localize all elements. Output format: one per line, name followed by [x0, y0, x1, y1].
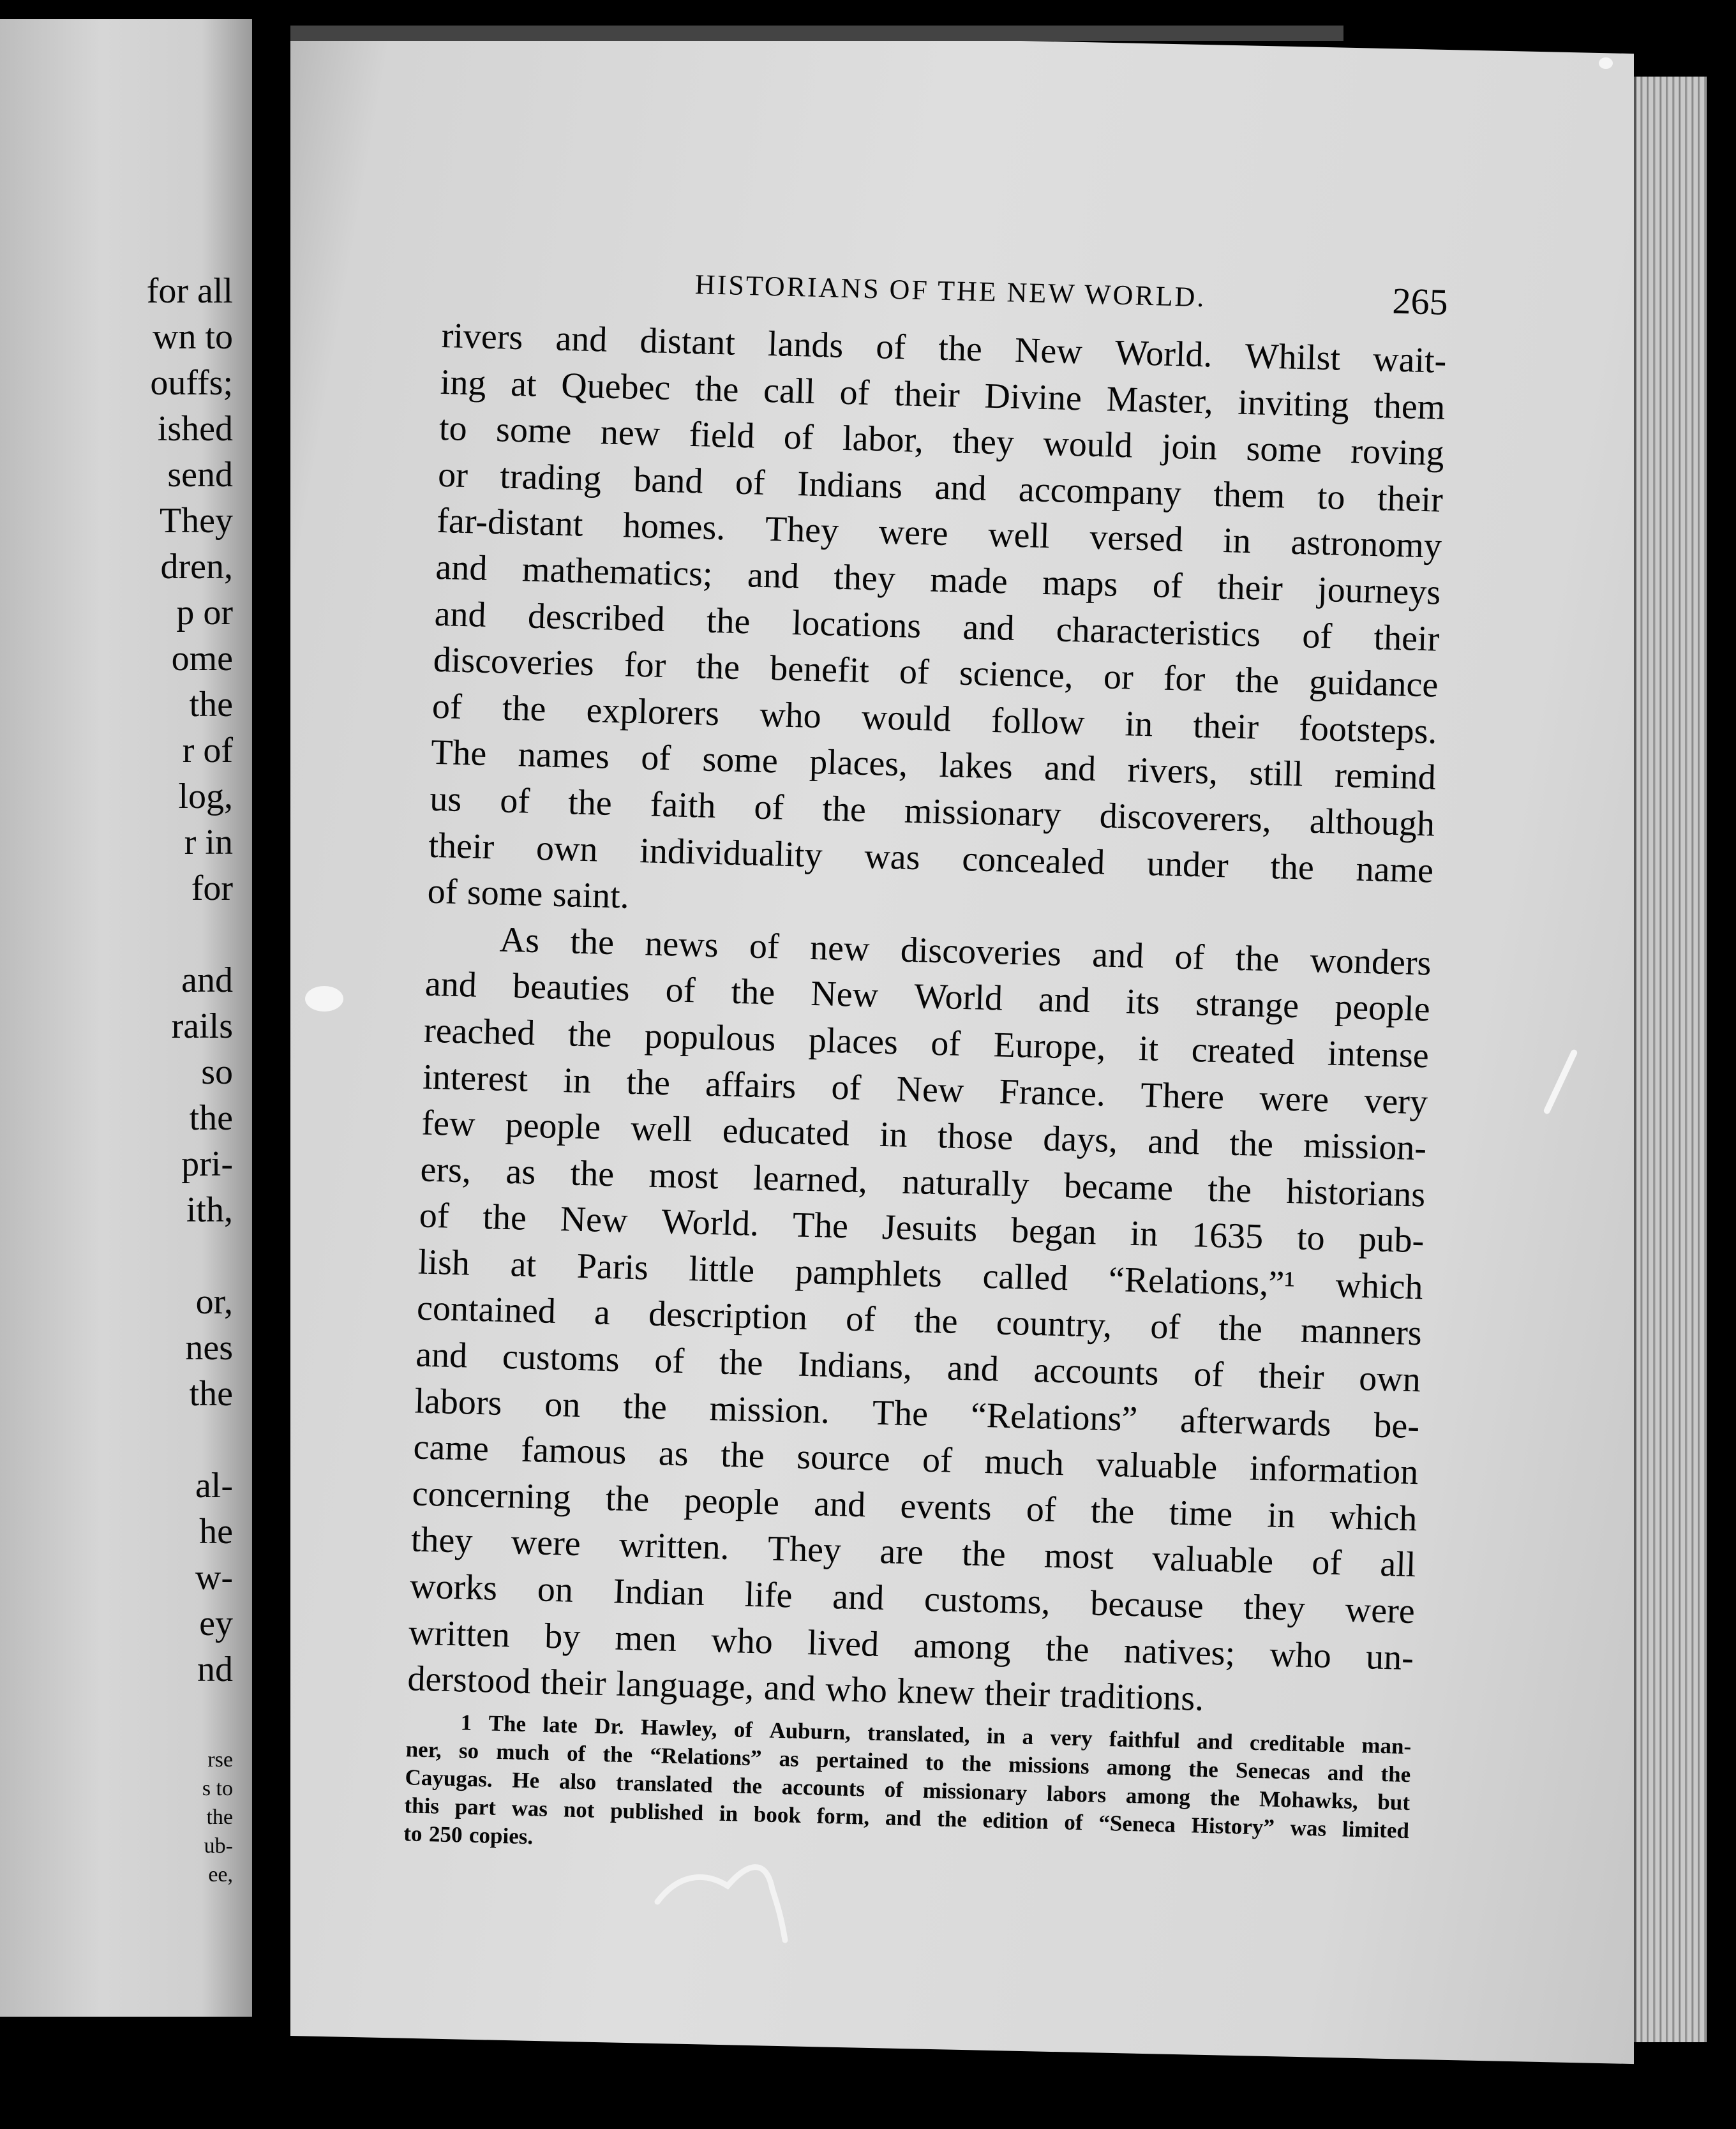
page-number: 265	[1391, 280, 1449, 323]
scratch-mark	[651, 1851, 804, 1953]
left-page-fragment	[0, 911, 233, 957]
left-page-fragment: or,	[195, 1282, 233, 1322]
text-line: discoveries for the benefit of science, or for the guidance	[433, 639, 1439, 705]
left-page-footnote-fragment: s to	[202, 1777, 233, 1800]
text-line: came famous as the source of much valuable information	[412, 1427, 1419, 1493]
text-line: contained a description of the country, of the manners	[416, 1288, 1423, 1354]
footnote-line: ner, so much of the “Relations” as pertained to the missions among the Senecas and the	[405, 1737, 1411, 1787]
left-page-fragment: the	[189, 1374, 233, 1414]
text-line: lish at Paris little pamphlets called “Relations,”¹ which	[417, 1242, 1424, 1308]
text-line: they were written. They are the most valuable of all	[410, 1520, 1417, 1585]
dust-speck	[305, 986, 343, 1012]
left-page-fragment: rails	[171, 1006, 233, 1046]
footnote-line: 1 The late Dr. Hawley, of Auburn, translated, in a very faithful and creditable man-	[460, 1710, 1412, 1759]
text-line: and customs of the Indians, and accounts of their own	[415, 1334, 1421, 1400]
left-page-fragment: p or	[176, 593, 233, 632]
text-line: of the New World. The Jesuits began in 1635 to pub-	[419, 1195, 1425, 1261]
body-text	[407, 313, 1448, 1728]
dust-speck	[1599, 57, 1613, 69]
left-page-fragment: he	[199, 1512, 233, 1551]
left-page-fragment: for	[191, 869, 233, 908]
left-page-fragment: r in	[184, 823, 233, 862]
text-line: ers, as the most learned, naturally became the historians	[419, 1149, 1426, 1215]
left-page-footnote-fragments	[0, 1745, 252, 1889]
left-page-fragment: ith,	[186, 1190, 233, 1230]
left-page-fragment: ome	[171, 639, 233, 678]
text-line: and described the locations and characteristics of their	[434, 594, 1440, 659]
left-page-fragment: pri-	[181, 1144, 233, 1184]
left-page-footnote-fragment: ub-	[204, 1834, 233, 1858]
text-line: derstood their language, and who knew their traditions.	[407, 1659, 1205, 1719]
left-page-fragment: wn to	[153, 317, 233, 357]
left-page-fragment	[0, 1233, 233, 1279]
text-line: rivers and distant lands of the New World. Whilst wait-	[441, 315, 1448, 381]
text-line: or trading band of Indians and accompany them to their	[437, 454, 1444, 520]
left-page-fragment: r of	[182, 731, 233, 770]
text-line: interest in the affairs of New France. There were very	[422, 1057, 1428, 1122]
left-page-footnote-fragment: rse	[207, 1748, 233, 1772]
left-page-fragment: log,	[178, 777, 233, 816]
text-line: few people well educated in those days, and the mission-	[421, 1103, 1427, 1169]
left-page-fragment: dren,	[160, 547, 233, 586]
left-page-fragment: for all	[146, 271, 233, 311]
text-line: of the explorers who would follow in their footsteps.	[431, 686, 1438, 752]
footnote-line: Cayugas. He also translated the accounts of missionary labors among the Mohawks, but	[405, 1765, 1410, 1815]
text-line: labors on the mission. The “Relations” afterwards be-	[414, 1381, 1420, 1446]
text-line: The names of some places, lakes and rivers, still remind	[430, 733, 1437, 798]
left-page-fragment: They	[159, 501, 233, 541]
left-page-fragment: nes	[185, 1328, 233, 1368]
footnote	[403, 1707, 1412, 1873]
text-line: and beauties of the New World and its strange people	[424, 964, 1431, 1029]
text-line: reached the populous places of Europe, it created intense	[423, 1010, 1430, 1076]
text-line: their own individuality was concealed under the name	[428, 825, 1434, 891]
book-gutter	[252, 0, 290, 2129]
text-line: and mathematics; and they made maps of their journeys	[435, 547, 1441, 613]
left-page-fragment: al-	[195, 1466, 233, 1505]
left-facing-page	[0, 19, 252, 2017]
text-line: concerning the people and events of the time in which	[412, 1474, 1418, 1539]
left-page-text-fragments	[0, 268, 252, 1692]
left-page-fragment	[0, 1417, 233, 1463]
page-text-block	[403, 255, 1449, 1873]
text-line: ing at Quebec the call of their Divine Master, inviting them	[440, 362, 1446, 428]
left-page-fragment: send	[167, 455, 233, 495]
text-line: far-distant homes. They were well versed in astronomy	[436, 501, 1442, 567]
text-line: works on Indian life and customs, because they were	[409, 1566, 1416, 1632]
left-page-fragment: and	[181, 960, 233, 1000]
left-page-fragment: ished	[157, 409, 233, 449]
left-page-fragment: the	[189, 685, 233, 724]
page-stack-edges	[1634, 77, 1707, 2042]
text-line: to some new field of labor, they would join some roving	[438, 408, 1445, 474]
text-line: of some saint.	[426, 871, 630, 916]
running-title: HISTORIANS OF THE NEW WORLD.	[694, 268, 1206, 313]
left-page-fragment: so	[201, 1052, 233, 1092]
left-page-fragment: w-	[195, 1558, 233, 1597]
page-top-shadow	[290, 26, 1343, 41]
left-page-footnote-fragment: ee,	[208, 1863, 233, 1886]
left-page-fragment: ouffs;	[150, 363, 233, 403]
left-page-fragment: ey	[199, 1604, 233, 1643]
text-line: As the news of new discoveries and of the wonders	[499, 920, 1432, 983]
footnote-line: to 250 copies.	[403, 1821, 534, 1849]
text-line: written by men who lived among the natives; who un-	[408, 1612, 1414, 1678]
left-page-footnote-fragment: the	[206, 1805, 233, 1829]
footnote-line: this part was not published in book form, and the edition of “Seneca History” was limited	[404, 1793, 1410, 1843]
left-page-fragment: the	[189, 1098, 233, 1138]
text-line: us of the faith of the missionary discoverers, although	[429, 779, 1435, 844]
left-page-fragment: nd	[197, 1650, 233, 1689]
